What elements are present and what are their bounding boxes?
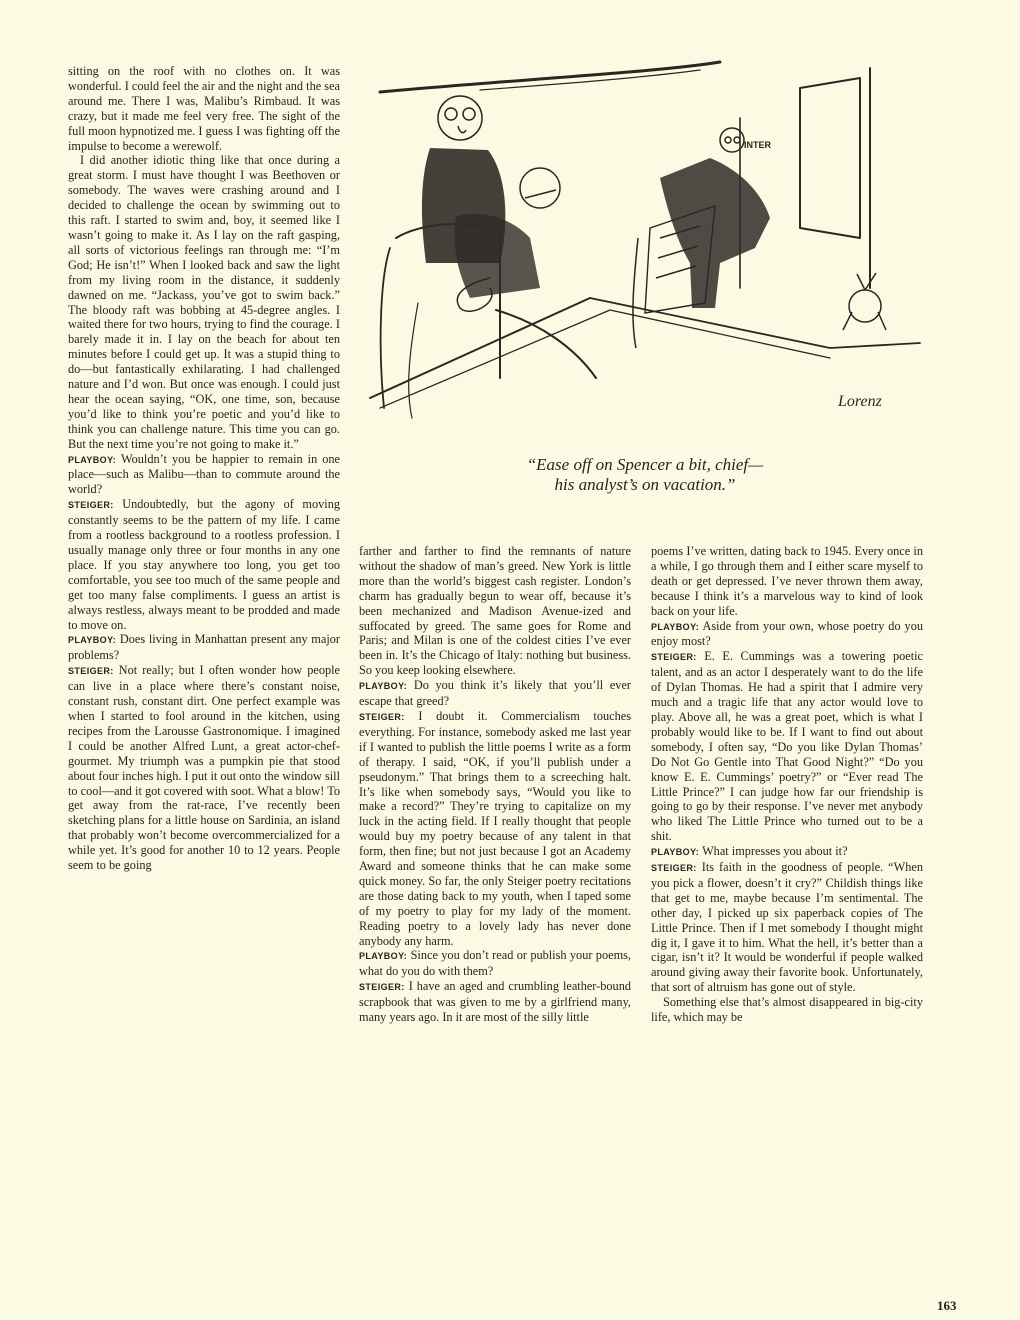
artist-signature: Lorenz: [838, 393, 882, 410]
paragraph: poems I’ve written, dating back to 1945. Every once in a while, I go through them and I either scare myself to death or get depressed. I’ve never thrown them away, because I think it’s a marvelous way to kind of look back on your life.: [651, 544, 923, 618]
speaker-label: STEIGER:: [651, 652, 697, 663]
paragraph: sitting on the roof with no clothes on. It was wonderful. I could feel the air and the night and the sea around me. There I was, Malibu’s Rimbaud. It was crazy, but it made me feel very free. The sight of the full moon hypnotized me. I guess I was fighting off the impulse to become a werewolf.: [68, 64, 340, 153]
speaker-label: PLAYBOY:: [651, 621, 700, 632]
paragraph: farther and farther to find the remnants of nature without the shadow of man’s greed. New York is little more than the world’s biggest cash register. London’s charm has gradually begun to wear off, because it’s been mechanized and Madison Avenue-ized and suffocated by greed. The same goes for Rome and Paris; and Milan is one of the coldest cities I’ve ever been in. It’s the Chicago of Italy: nothing but business. So you keep looking elsewhere.: [359, 544, 631, 678]
speaker-label: STEIGER:: [68, 500, 114, 511]
speaker-label: PLAYBOY:: [651, 847, 700, 858]
paragraph: I did another idiotic thing like that once during a great storm. I must have thought I was Beethoven or somebody. The waves were crashing around and I decided to challenge the ocean by swimming out to this raft. I started to swim and, boy, it seemed like I wasn’t going to make it. As I lay on the raft gasping, all sorts of victorious feelings ran through me: “I’m God; He isn’t!” When I looked back and saw the light from my living room in the distance, it suddenly dawned on me. “Jackass, you’ve got to swim back.” The bloody raft was bobbing at 45-degree angles. I waited there for two hours, trying to find the courage. I barely made it in. I lay on the beach for about ten minutes before I could get up. It was a stupid thing to do—but fantastically exhilarating. I had challenged nature and I’d won. But once was enough. I could just hear the ocean saying, “OK, one time, son, because you’d like to think you’re poetic and you’d like to think you can challenge nature. This time you can go. But the next time you’re not going to make it.”: [68, 153, 340, 451]
cartoon-caption: [420, 455, 870, 495]
answer-paragraph: STEIGER: I have an aged and crumbling leather-bound scrapbook that was given to me by a girlfriend many, many years ago. In it are most of the silly little: [359, 979, 631, 1025]
speaker-label: STEIGER:: [359, 711, 405, 722]
text-column-3: [651, 544, 923, 1025]
answer-paragraph: STEIGER: Undoubtedly, but the agony of moving constantly seems to be the pattern of my life. I came from a rootless background to a rootless profession. I usually manage only three or four months in any one place. If you stay anywhere too long, you get too comfortable, you see too much of the same people and get too many false compliments. I guess an artist is always restless, always meant to be prodded and made to move on.: [68, 497, 340, 632]
caption-line: “Ease off on Spencer a bit, chief—: [526, 455, 764, 474]
text-column-1: [68, 64, 340, 873]
speaker-label: STEIGER:: [359, 982, 405, 993]
speaker-label: PLAYBOY:: [68, 635, 117, 646]
answer-paragraph: STEIGER: I doubt it. Commercialism touches everything. For instance, somebody asked me last year if I wanted to publish the little poems I write as a form of therapy. I said, “OK, if you’ll publish under a pseudonym.” That brings them to a screeching halt. It’s like when somebody says, “Would you like to make a record?” They’re trying to capitalize on my luck in the acting field. If I really thought that people would buy my poetry because of any talent in that form, then fine; but not just because I got an Academy Award and someone thinks that he can make some quick money. So far, the only Steiger poetry recitations are those dating back to my youth, when I taped some of my poetry to play for my lady of the moment. Reading poetry to a lovely lady has never done anybody any harm.: [359, 708, 631, 948]
speaker-label: STEIGER:: [68, 666, 114, 677]
speaker-label: STEIGER:: [651, 863, 697, 874]
question-paragraph: PLAYBOY: Does living in Manhattan present any major problems?: [68, 632, 340, 663]
answer-paragraph: STEIGER: Its faith in the goodness of people. “When you pick a flower, doesn’t it cry?” Childish things like that get to me, maybe because I’m sentimental. The other day, I picked up six paperback copies of The Little Prince. Then if I met somebody I thought might dig it, I gave it to him. What the hell, it’s better than a cigar, isn’t it? It would be wonderful if people walked around giving away their favorite book. Unfortunately, that sort of altruism has gone out of style.: [651, 860, 923, 995]
door-sign: INTER: [744, 140, 771, 150]
question-paragraph: PLAYBOY: What impresses you about it?: [651, 844, 848, 859]
answer-paragraph: STEIGER: E. E. Cummings was a towering poetic talent, and as an actor I desperately want to do the life of Dylan Thomas. He had a spirit that I admire very much and a tragic life that any actor would love to play. Above all, he was a great poet, which is what I probably would like to be. If I want to find out about somebody, I often say, “Do you like Dylan Thomas’ Do Not Go Gentle into That Good Night?” “Do you know E. E. Cummings’ poetry?” or “Ever read The Little Prince?” I can judge how far our friendship is going to go by their response. I’ve never met anybody who liked The Little Prince who turned out to be a shit.: [651, 649, 923, 844]
cartoon-illustration: [360, 48, 928, 448]
paragraph: Something else that’s almost disappeared in big-city life, which may be: [651, 995, 923, 1025]
text-column-2: [359, 544, 631, 1025]
page-number: 163: [937, 1298, 957, 1313]
answer-paragraph: STEIGER: Not really; but I often wonder how people can live in a place where there’s constant noise, constant rush, constant dirt. One perfect example was when I started to fool around in the kitchen, using recipes from the Larousse Gastronomique. I imagined I could be another Alfred Lunt, a great actor-chef-gourmet. My triumph was a pumpkin pie that stood about four inches high. I put it out onto the window sill to cool—and it got covered with soot. What a blow! To get away from the rat-race, I’ve recently been sketching plans for a little house on Sardinia, an island that probably won’t become overcommercialized for a while yet. It’s good for another 10 to 12 years. People seem to be going: [68, 663, 340, 873]
speaker-label: PLAYBOY:: [359, 951, 408, 962]
speaker-label: PLAYBOY:: [359, 681, 408, 692]
question-paragraph: PLAYBOY: Since you don’t read or publish your poems, what do you do with them?: [359, 948, 631, 979]
caption-line: his analyst’s on vacation.”: [554, 475, 736, 494]
question-paragraph: PLAYBOY: Aside from your own, whose poetry do you enjoy most?: [651, 618, 923, 649]
speaker-label: PLAYBOY:: [68, 454, 117, 465]
question-paragraph: PLAYBOY: Wouldn’t you be happier to remain in one place—such as Malibu—than to commute around the world?: [68, 451, 340, 497]
question-paragraph: PLAYBOY: Do you think it’s likely that you’ll ever escape that greed?: [359, 678, 631, 709]
